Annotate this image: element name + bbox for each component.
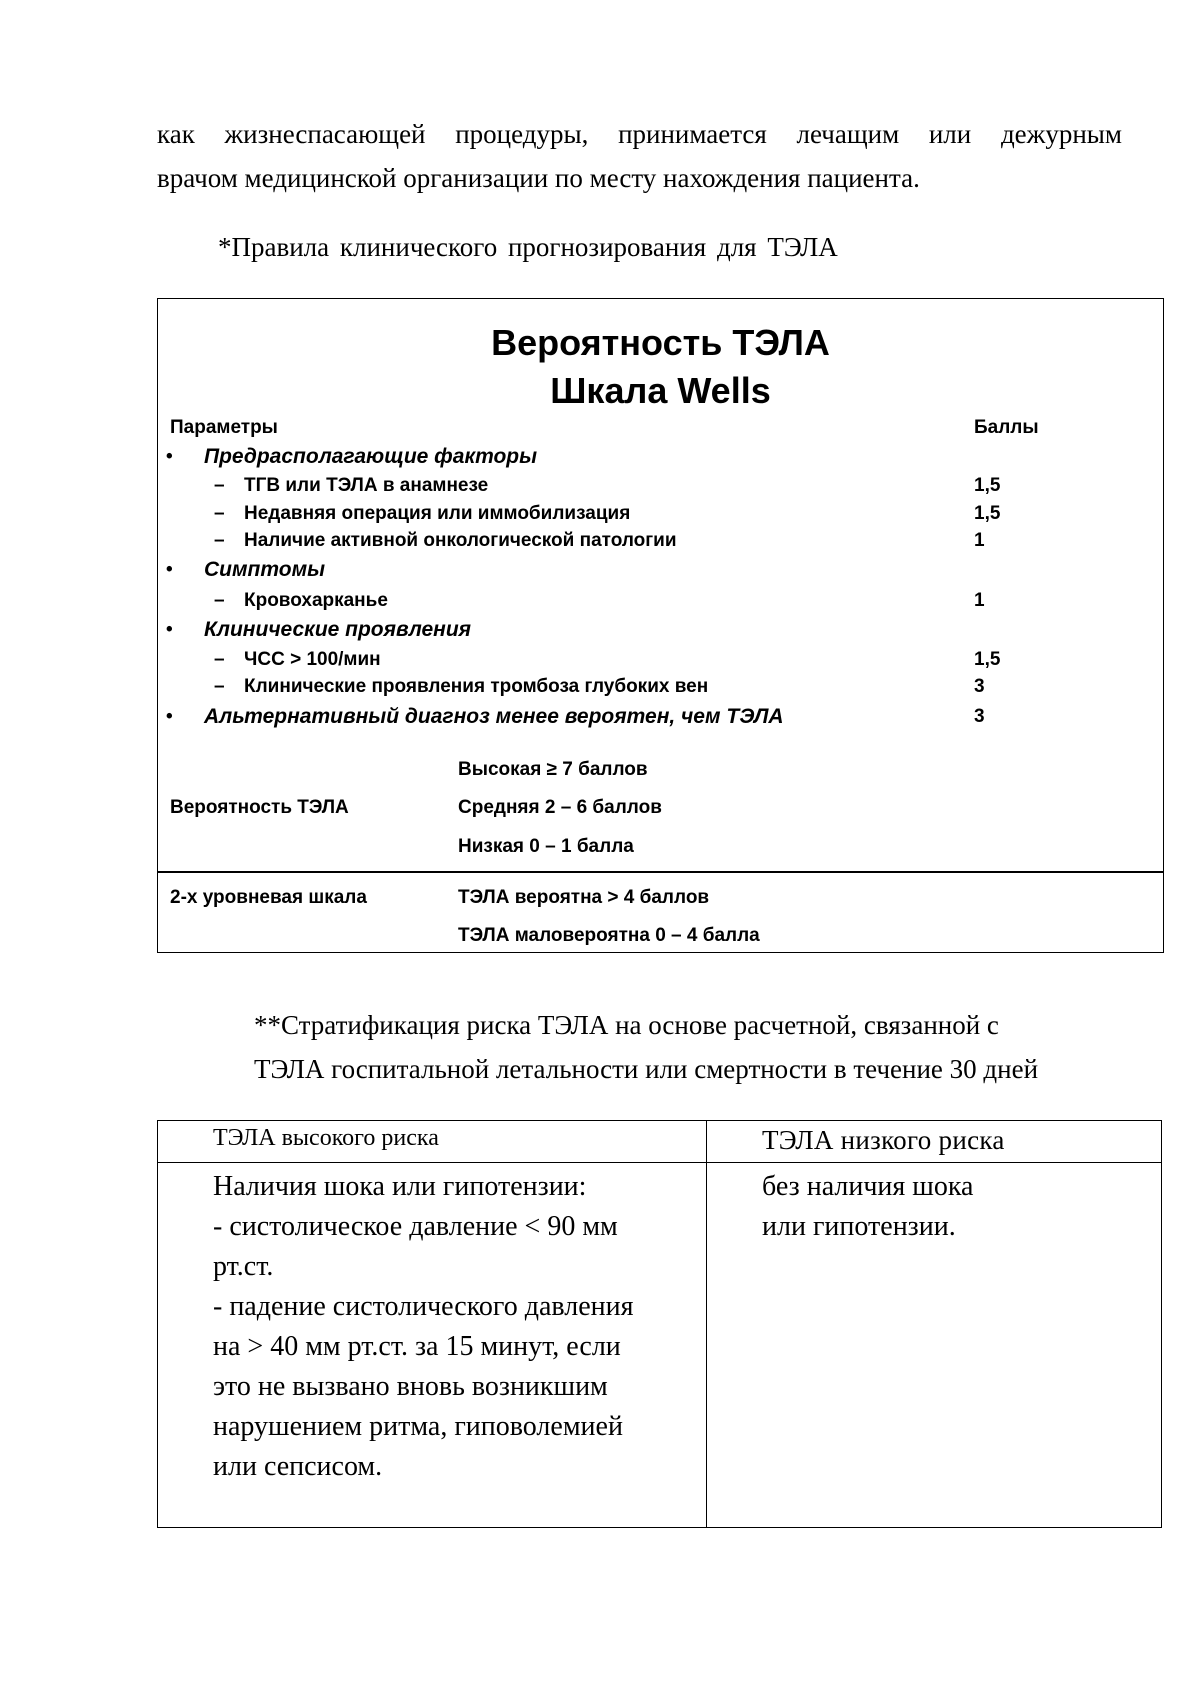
wells-title-line-2: Шкала Wells (550, 370, 771, 411)
item-points: 1 (974, 530, 985, 551)
criteria-line: на > 40 мм рт.ст. за 15 минут, если (213, 1331, 621, 1362)
dash-glyph: – (214, 530, 225, 551)
cell-high-risk (158, 1163, 707, 1528)
dash-glyph: – (214, 475, 225, 496)
criteria-line: - падение систолического давления (213, 1291, 634, 1322)
bullet-glyph: • (166, 706, 173, 727)
two-level-likely: ТЭЛА вероятна > 4 баллов (458, 887, 710, 908)
group-symptoms: Симптомы (204, 558, 326, 581)
dash-glyph: – (214, 649, 225, 670)
item-label: Кровохарканье (244, 590, 388, 611)
item-points: 3 (974, 676, 985, 697)
header-cell-low (707, 1121, 1162, 1163)
wells-title (158, 319, 1163, 415)
risk-caption (254, 1003, 1038, 1091)
table-header-row (158, 1121, 1162, 1163)
probability-low: Низкая 0 – 1 балла (458, 836, 634, 857)
dash-glyph: – (214, 590, 225, 611)
bullet-glyph: • (166, 619, 173, 640)
criteria-line: рт.ст. (213, 1251, 274, 1282)
cell-low-risk (707, 1163, 1162, 1528)
criteria-line: это не вызвано вновь возникшим (213, 1371, 608, 1402)
wells-caption: *Правила клинического прогнозирования для ТЭЛА (218, 232, 838, 262)
wells-scale-figure (157, 298, 1164, 953)
risk-caption-line-2: ТЭЛА госпитальной летальности или смертности в течение 30 дней (254, 1054, 1039, 1084)
criteria-line: или гипотензии. (762, 1211, 956, 1242)
header-low-risk: ТЭЛА низкого риска (762, 1125, 1005, 1155)
bullet-glyph: • (166, 446, 173, 467)
criteria-line: или сепсисом. (213, 1451, 383, 1482)
high-risk-criteria (158, 1163, 706, 1527)
wells-title-line-1: Вероятность ТЭЛА (491, 322, 830, 363)
dash-glyph: – (214, 676, 225, 697)
probability-label: Вероятность ТЭЛА (170, 797, 349, 818)
item-points: 1,5 (974, 503, 1001, 524)
item-label: Наличие активной онкологической патологии (244, 530, 677, 551)
bullet-glyph: • (166, 559, 173, 580)
item-label: ТГВ или ТЭЛА в анамнезе (244, 475, 489, 496)
item-label: Клинические проявления тромбоза глубоких вен (244, 676, 709, 697)
dash-glyph: – (214, 503, 225, 524)
probability-high: Высокая ≥ 7 баллов (458, 759, 648, 780)
points-header: Баллы (974, 417, 1039, 438)
params-header: Параметры (170, 417, 278, 438)
two-level-unlikely: ТЭЛА маловероятна 0 – 4 балла (458, 925, 760, 946)
group-predisposing: Предрасполагающие факторы (204, 445, 538, 468)
item-points: 1,5 (974, 475, 1001, 496)
header-cell-high (158, 1121, 707, 1163)
alternative-points: 3 (974, 706, 985, 727)
risk-caption-line-1: **Стратификация риска ТЭЛА на основе расчетной, связанной с (254, 1010, 999, 1040)
criteria-line: нарушением ритма, гиповолемией (213, 1411, 623, 1442)
criteria-line: Наличия шока или гипотензии: (213, 1171, 587, 1202)
alternative-label: Альтернативный диагноз менее вероятен, чем ТЭЛА (204, 705, 784, 728)
low-risk-criteria (707, 1163, 1161, 1247)
probability-medium: Средняя 2 – 6 баллов (458, 797, 662, 818)
criteria-line: без наличия шока (762, 1171, 974, 1202)
two-level-label: 2-х уровневая шкала (170, 887, 367, 908)
criteria-line: - систолическое давление < 90 мм (213, 1211, 618, 1242)
intro-line-2: врачом медицинской организации по месту нахождения пациента. (157, 163, 920, 193)
divider (158, 871, 1163, 873)
group-clinical: Клинические проявления (204, 618, 472, 641)
item-points: 1 (974, 590, 985, 611)
intro-paragraph (157, 112, 1122, 200)
table-row (158, 1163, 1162, 1528)
item-label: ЧСС > 100/мин (244, 649, 381, 670)
header-high-risk: ТЭЛА высокого риска (213, 1125, 439, 1151)
risk-stratification-table (157, 1120, 1162, 1528)
item-points: 1,5 (974, 649, 1001, 670)
item-label: Недавняя операция или иммобилизация (244, 503, 631, 524)
intro-line-1: как жизнеспасающей процедуры, принимается лечащим или дежурным (157, 119, 1122, 149)
